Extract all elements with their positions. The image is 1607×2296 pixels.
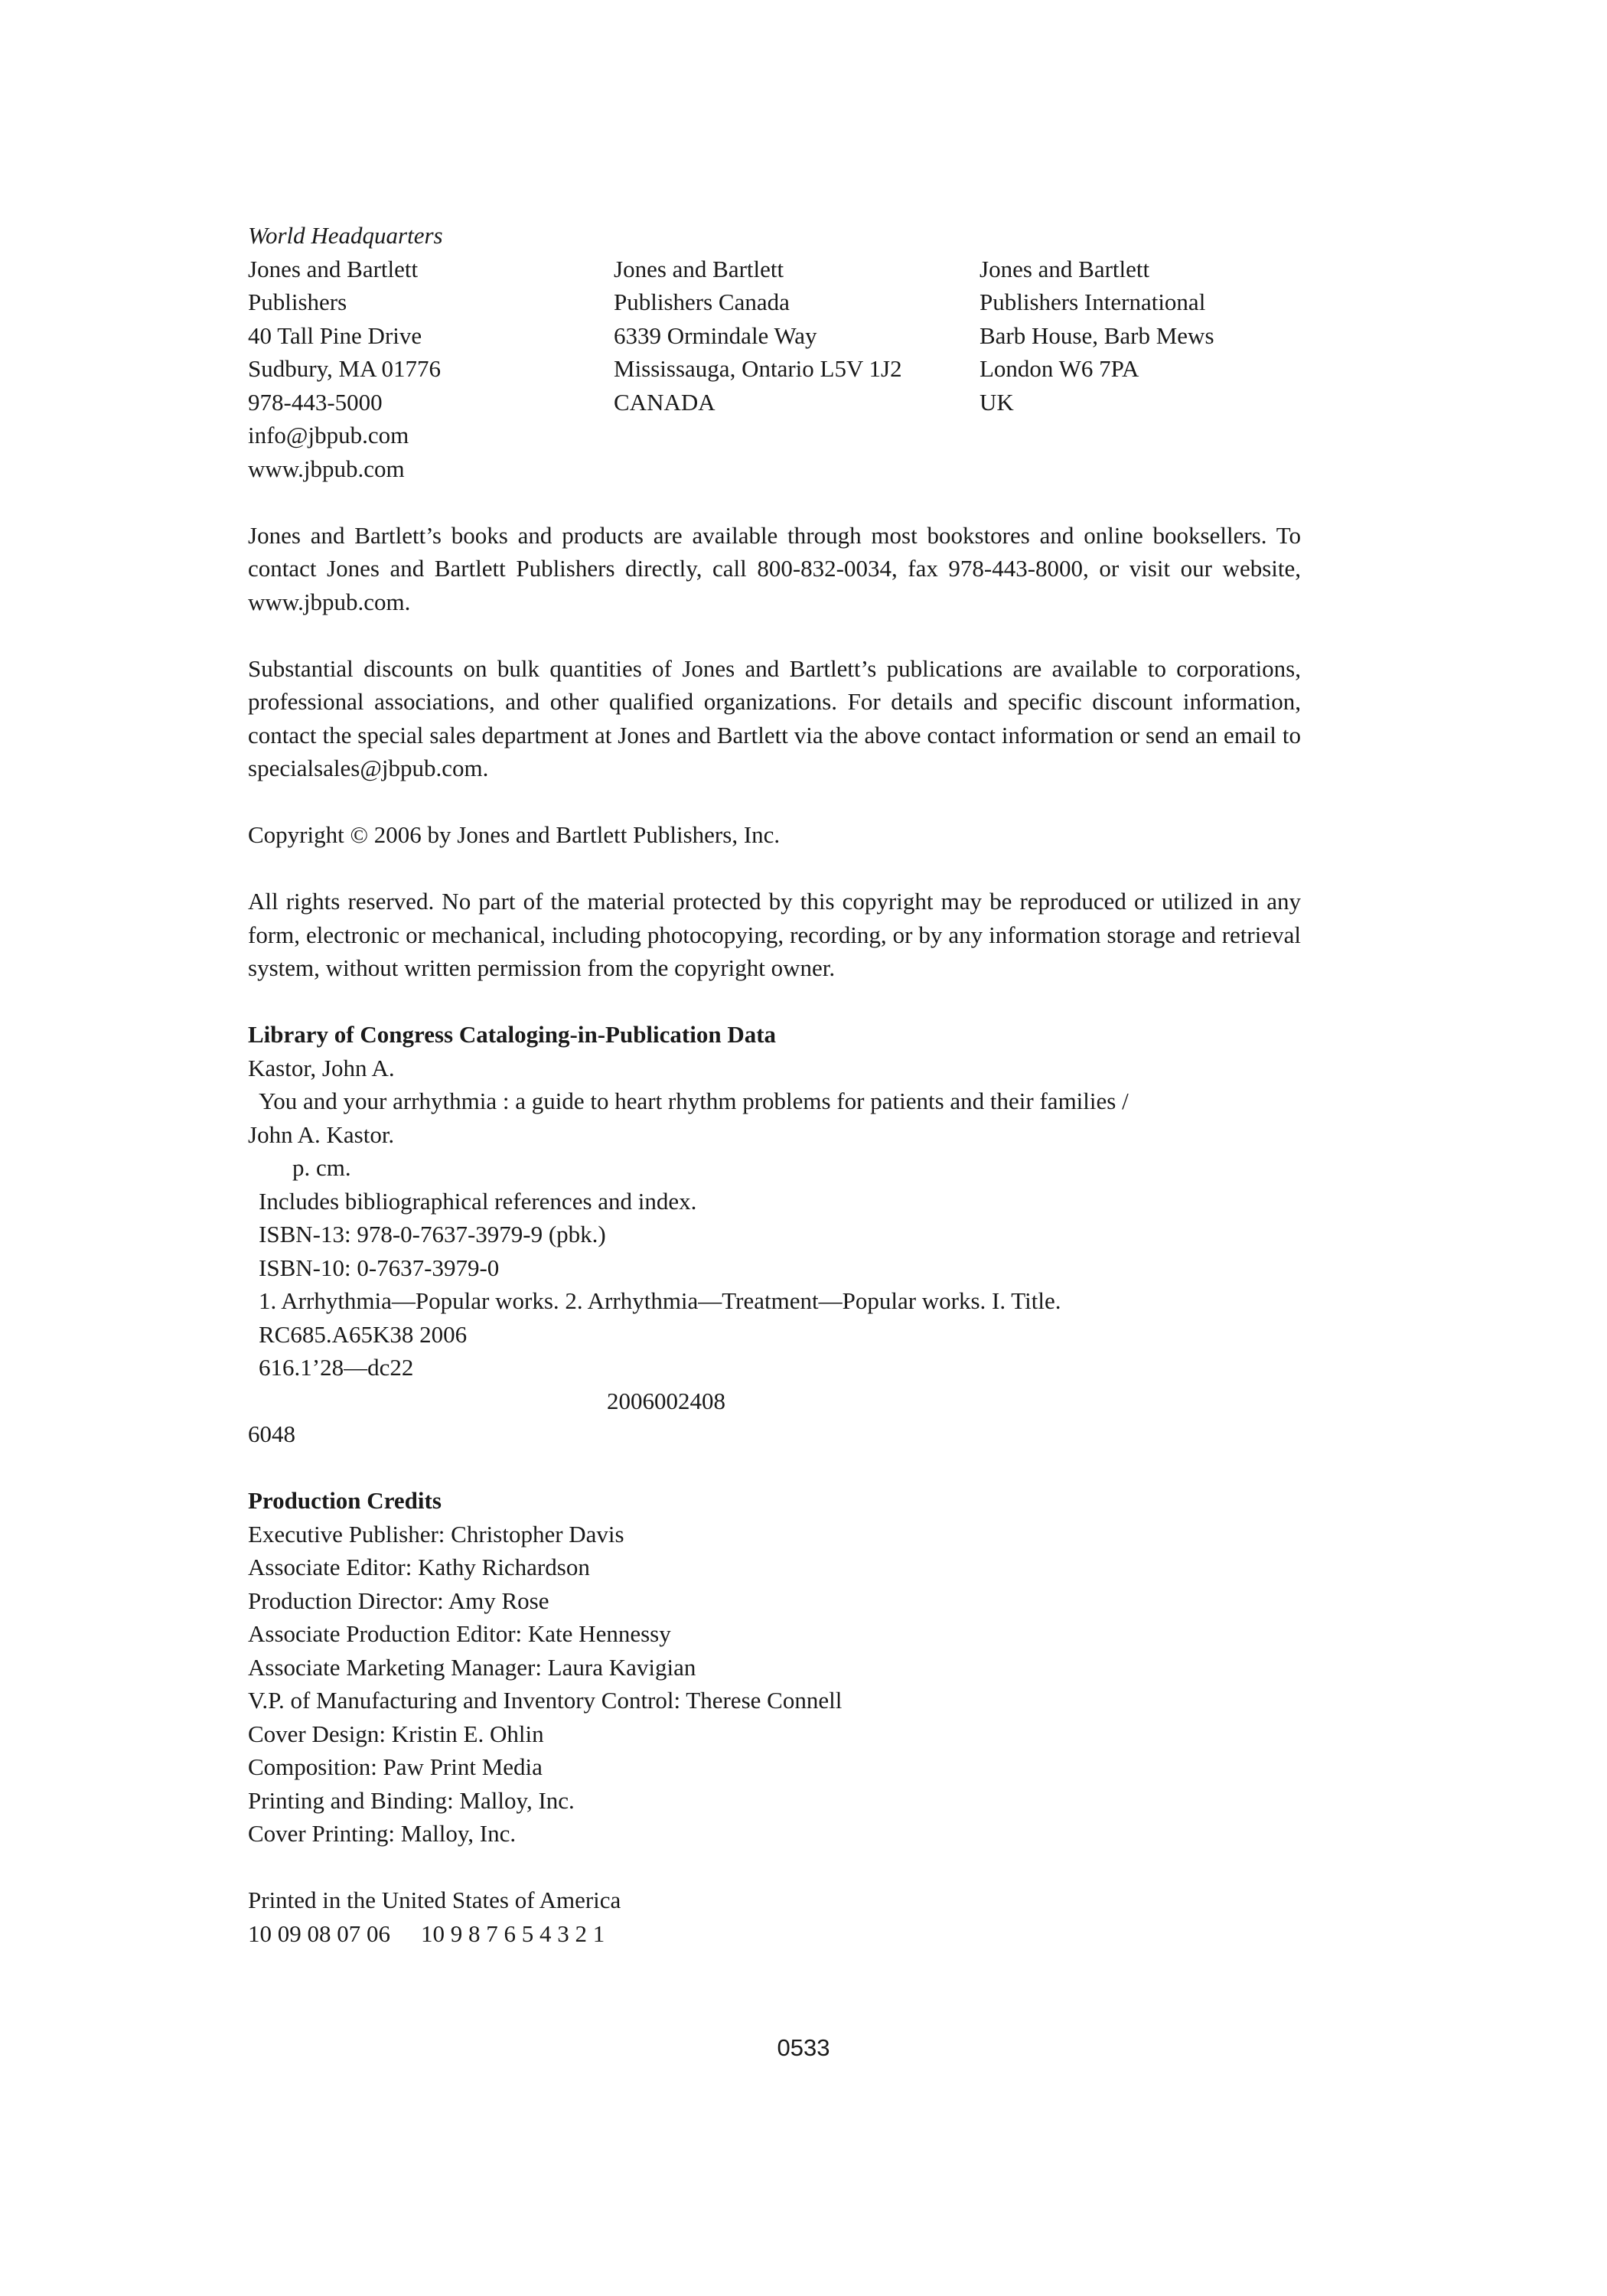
- credit-item: Executive Publisher: Christopher Davis: [248, 1520, 624, 1548]
- website-address: www.jbpub.com: [248, 455, 405, 482]
- cip-pcm: p. cm.: [292, 1154, 351, 1181]
- cip-subjects: 1. Arrhythmia—Popular works. 2. Arrhythmia—Treatment—Popular works. I. Title.: [259, 1287, 1061, 1314]
- email-address: info@jbpub.com: [248, 422, 409, 448]
- credit-item: Associate Production Editor: Kate Hennessy: [248, 1620, 671, 1647]
- address-line: Publishers International: [980, 289, 1206, 315]
- cip-isbn13: ISBN-13: 978-0-7637-3979-9 (pbk.): [259, 1221, 606, 1247]
- address-line: Jones and Bartlett: [980, 255, 1150, 282]
- cip-includes: Includes bibliographical references and index.: [259, 1187, 697, 1215]
- credit-item: Composition: Paw Print Media: [248, 1753, 543, 1780]
- address-line: London W6 7PA: [980, 355, 1139, 382]
- address-line: 6339 Ormindale Way: [614, 321, 817, 349]
- address-block: [248, 253, 1301, 486]
- availability-paragraph: Jones and Bartlett’s books and products are available through most bookstores and online booksellers. To contact Jones and Bartlett Publishers directly, call 800-832-0034, fax 978-443-8000, or visit our website, www.jbpub.com.: [248, 521, 1301, 615]
- credit-item: Printing and Binding: Malloy, Inc.: [248, 1786, 575, 1814]
- address-line: Mississauga, Ontario L5V 1J2: [614, 355, 902, 382]
- address-canada: [614, 253, 980, 486]
- address-line: Jones and Bartlett: [248, 255, 419, 282]
- credit-item: Cover Printing: Malloy, Inc.: [248, 1820, 517, 1847]
- printing-years: 10 09 08 07 06: [248, 1919, 390, 1947]
- address-line: Jones and Bartlett: [614, 255, 784, 282]
- headquarters-label: World Headquarters: [248, 222, 443, 249]
- credit-item: Associate Marketing Manager: Laura Kavigian: [248, 1653, 696, 1681]
- address-line: UK: [980, 388, 1014, 416]
- address-line: CANADA: [614, 388, 715, 416]
- copyright-page: [248, 219, 1301, 1950]
- address-line: 40 Tall Pine Drive: [248, 321, 422, 349]
- printed-in: Printed in the United States of America: [248, 1887, 621, 1913]
- discounts-paragraph: Substantial discounts on bulk quantities of Jones and Bartlett’s publications are available to corporations, professional associations, and other qualified organizations. For details and specific discount information, contact the special sales department at Jones and Bartlett via the above contact information or send an email to specialsales@jbpub.com.: [248, 654, 1301, 781]
- credit-item: V.P. of Manufacturing and Inventory Control: Therese Connell: [248, 1687, 843, 1714]
- address-line: Barb House, Barb Mews: [980, 321, 1214, 349]
- cip-title-continued: John A. Kastor.: [248, 1120, 395, 1148]
- address-usa: [248, 253, 614, 486]
- cip-lc-class: RC685.A65K38 2006: [259, 1320, 468, 1348]
- cip-author: Kastor, John A.: [248, 1054, 395, 1081]
- credits-heading: Production Credits: [248, 1487, 442, 1514]
- credit-item: Cover Design: Kristin E. Ohlin: [248, 1720, 544, 1747]
- printing-line: [248, 1917, 1301, 1951]
- copyright-notice: Copyright © 2006 by Jones and Bartlett Publishers, Inc.: [248, 821, 781, 848]
- address-line: Publishers: [248, 289, 347, 315]
- cip-isbn10: ISBN-10: 0-7637-3979-0: [259, 1254, 500, 1281]
- phone-number: 978-443-5000: [248, 388, 383, 416]
- cip-code: 6048: [248, 1420, 295, 1447]
- cip-dewey: 616.1’28—dc22: [259, 1354, 414, 1381]
- address-international: [980, 253, 1301, 486]
- address-line: Sudbury, MA 01776: [248, 355, 442, 382]
- address-line: Publishers Canada: [614, 289, 790, 315]
- page-number: 0533: [777, 2034, 830, 2061]
- credit-item: Production Director: Amy Rose: [248, 1587, 549, 1614]
- rights-paragraph: All rights reserved. No part of the material protected by this copyright may be reproduced or utilized in any form, electronic or mechanical, including photocopying, recording, or by any information storage and retrieval system, without written permission from the copyright owner.: [248, 888, 1301, 981]
- cip-title: You and your arrhythmia : a guide to heart rhythm problems for patients and their families /: [259, 1088, 1129, 1114]
- printing-impressions: 10 9 8 7 6 5 4 3 2 1: [421, 1919, 605, 1947]
- cip-lccn: 2006002408: [607, 1387, 725, 1414]
- cip-heading: Library of Congress Cataloging-in-Publication Data: [248, 1021, 777, 1048]
- credit-item: Associate Editor: Kathy Richardson: [248, 1554, 590, 1580]
